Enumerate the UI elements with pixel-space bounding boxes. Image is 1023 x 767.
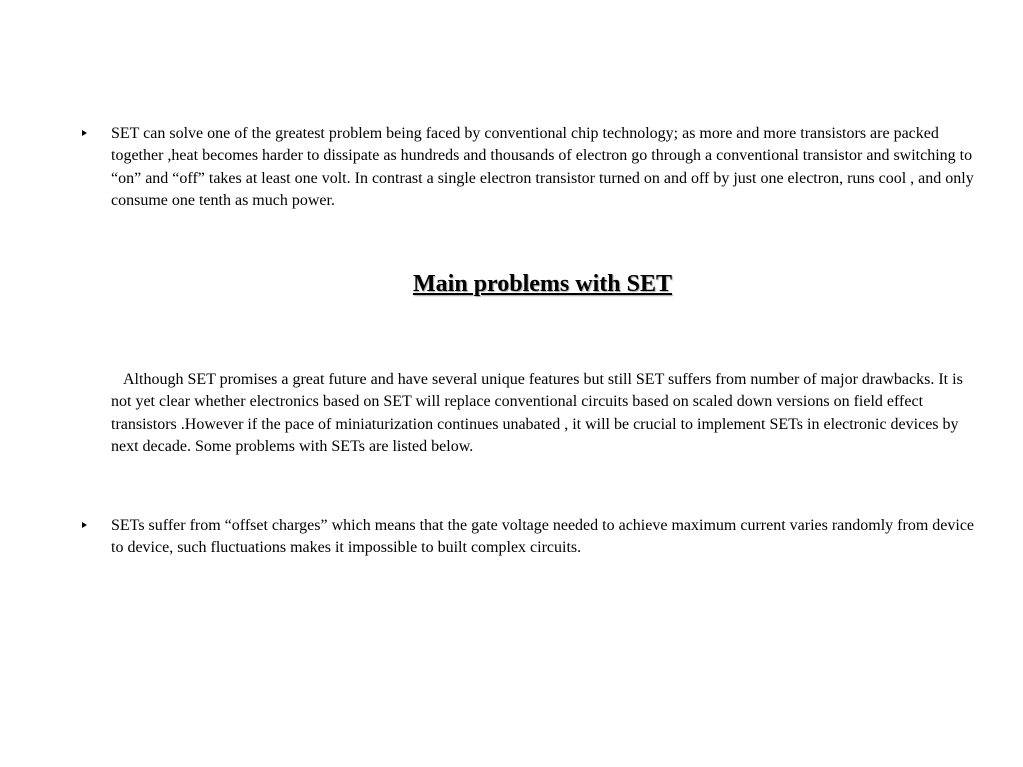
heading-text: Main problems with SET [413,271,672,297]
paragraph-set-advantages: SET can solve one of the greatest problem being faced by conventional chip technology; as more and more transistors are packed together ,heat becomes harder to dissipate as hundreds and thousands of electron go through a conventional transistor and switching to “on” and “off” takes at least one volt. In contrast a single electron transistor turned on and off by just one electron, runs cool , and only consume one tenth as much power. [111,125,974,210]
arrow-bullet-icon [82,123,87,145]
paragraph-drawbacks [111,369,981,459]
section-heading [0,271,1023,298]
paragraph-offset-charges: SETs suffer from “offset charges” which means that the gate voltage needed to achieve maximum current varies randomly from device to device, such fluctuations makes it impossible to built complex circuits. [111,517,975,557]
arrow-bullet-icon [82,515,87,537]
paragraph-drawbacks-text: Although SET promises a great future and have several unique features but still SET suffers from number of major drawbacks. It is not yet clear whether electronics based on SET will replace conventional circuits based on scaled down versions on field effect transistors .However if the pace of miniaturization continues unabated , it will be crucial to implement SETs in electronic devices by next decade. Some problems with SETs are listed below. [111,371,963,456]
